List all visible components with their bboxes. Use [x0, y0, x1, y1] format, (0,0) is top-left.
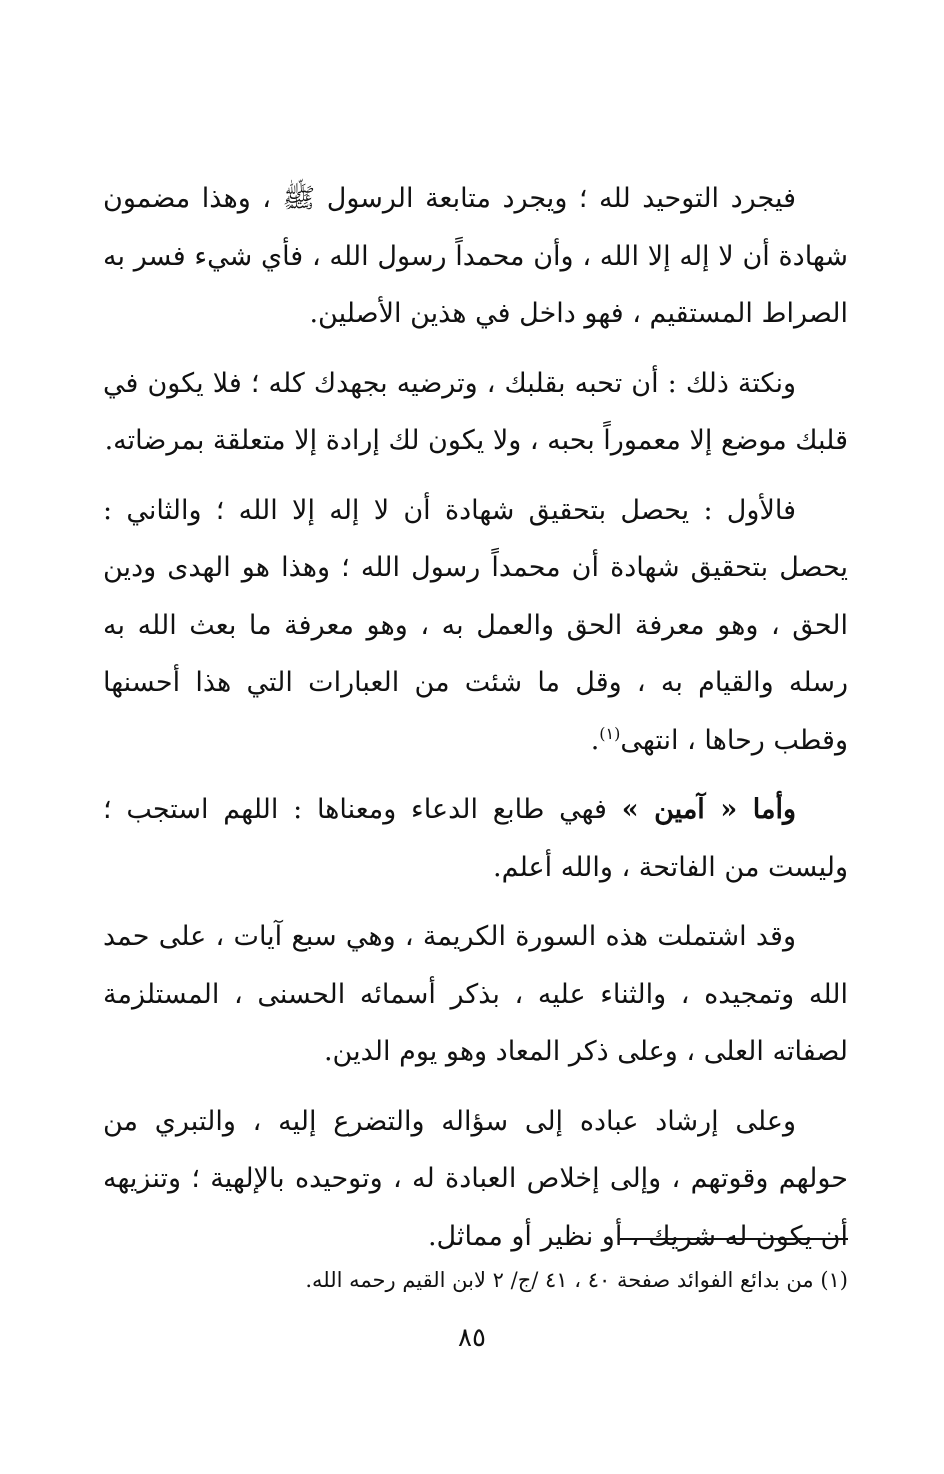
paragraph-2-text: ونكتة ذلك : أن تحبه بقلبك ، وترضيه بجهدك كله ؛ فلا يكون في قلبك موضع إلا معموراً بحبه ، ولا يكون لك إرادة إلا متعلقة بمرضاته. — [103, 367, 848, 456]
paragraph-5 — [103, 908, 848, 1081]
paragraph-1-text: فيجرد التوحيد لله ؛ ويجرد متابعة الرسول ﷺ ، وهذا مضمون شهادة أن لا إله إلا الله ، وأن محمداً رسول الله ، فأي شيء فسر به الصراط المستقيم ، فهو داخل في هذين الأصلين. — [103, 183, 848, 329]
paragraph-3 — [103, 482, 848, 770]
paragraph-5-text: وقد اشتملت هذه السورة الكريمة ، وهي سبع آيات ، على حمد الله وتمجيده ، والثناء عليه ، بذكر أسمائه الحسنى ، المستلزمة لصفاته العلى ، وعلى ذكر المعاد وهو يوم الدين. — [103, 921, 848, 1067]
paragraph-3-text: فالأول : يحصل بتحقيق شهادة أن لا إله إلا الله ؛ والثاني : يحصل بتحقيق شهادة أن محمداً رسول الله ؛ وهذا هو الهدى ودين الحق ، وهو معرفة الحق والعمل به ، وهو معرفة ما بعث الله به رسله والقيام به ، وقل ما شئت من العبارات التي هذا أحسنها وقطب رحاها ، انتهى — [103, 494, 848, 756]
page-body — [103, 170, 848, 1277]
paragraph-4-text: فهي طابع الدعاء ومعناها : اللهم استجب ؛ وليست من الفاتحة ، والله أعلم. — [103, 794, 848, 883]
page-number: ٨٥ — [458, 1323, 486, 1353]
paragraph-4-lead: وأما « آمين » — [621, 794, 797, 825]
footnote-text: من بدائع الفوائد صفحة ٤٠ ، ٤١ /ج/ ٢ لابن القيم رحمه الله. — [305, 1268, 814, 1292]
paragraph-1 — [103, 170, 848, 343]
paragraph-2 — [103, 355, 848, 470]
footnote-divider — [620, 1238, 848, 1240]
footnote — [103, 1262, 848, 1298]
footnote-number: (١) — [820, 1268, 848, 1292]
paragraph-6-text: وعلى إرشاد عباده إلى سؤاله والتضرع إليه ، والتبري من حولهم وقوتهم ، وإلى إخلاص العبادة له ، وتوحيده بالإلهية ؛ وتنزيهه أن يكون له شريك ، أو نظير أو مماثل. — [103, 1105, 848, 1252]
paragraph-4 — [103, 781, 848, 896]
footnote-reference[interactable]: (١) — [599, 723, 621, 743]
paragraph-3-end: . — [590, 724, 600, 756]
